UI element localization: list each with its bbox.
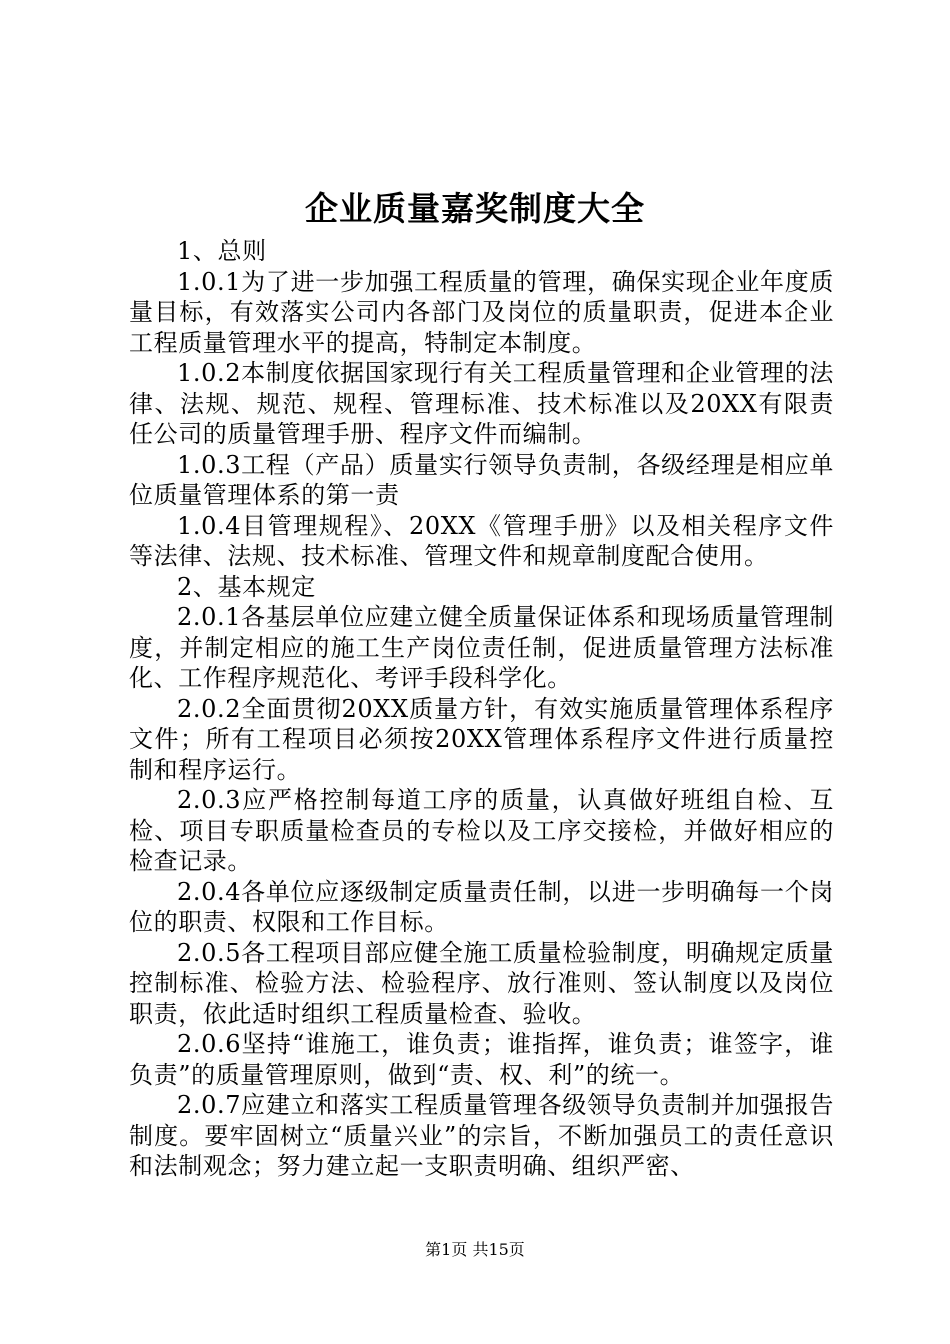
paragraph-2-0-5: 2.0.5各工程项目部应健全施工质量检验制度，明确规定质量控制标准、检验方法、检验程序、放行准则、签认制度以及岗位职责，依此适时组织工程质量检查、验收。 — [129, 938, 834, 1028]
paragraph-1-0-4: 1.0.4目管理规程》、20XX《管理手册》以及相关程序文件等法律、法规、技术标准、管理文件和规章制度配合使用。 — [129, 511, 834, 570]
document-body — [129, 236, 834, 1182]
paragraph-2-0-6: 2.0.6坚持“谁施工，谁负责；谁指挥，谁负责；谁签字，谁负责”的质量管理原则，做到“责、权、利”的统一。 — [129, 1030, 834, 1089]
paragraph-2-0-2: 2.0.2全面贯彻20XX质量方针，有效实施质量管理体系程序文件；所有工程项目必须按20XX管理体系程序文件进行质量控制和程序运行。 — [129, 694, 834, 784]
paragraph-2-0-1: 2.0.1各基层单位应建立健全质量保证体系和现场质量管理制度，并制定相应的施工生产岗位责任制，促进质量管理方法标准化、工作程序规范化、考评手段科学化。 — [129, 603, 834, 692]
page-number-footer: 第1页 共15页 — [425, 1240, 525, 1259]
paragraph-1-0-1: 1.0.1为了进一步加强工程质量的管理，确保实现企业年度质量目标，有效落实公司内各部门及岗位的质量职责，促进本企业工程质量管理水平的提高，特制定本制度。 — [129, 267, 834, 357]
section-heading-basic-rules: 2、基本规定 — [177, 572, 316, 601]
paragraph-1-0-2: 1.0.2本制度依据国家现行有关工程质量管理和企业管理的法律、法规、规范、规程、管理标准、技术标准以及20XX有限责任公司的质量管理手册、程序文件而编制。 — [129, 359, 834, 448]
paragraph-1-0-3: 1.0.3工程（产品）质量实行领导负责制，各级经理是相应单位质量管理体系的第一责 — [129, 450, 834, 509]
section-heading-general: 1、总则 — [177, 237, 267, 265]
paragraph-2-0-3: 2.0.3应严格控制每道工序的质量，认真做好班组自检、互检、项目专职质量检查员的专检以及工序交接检，并做好相应的检查记录。 — [129, 786, 834, 875]
paragraph-2-0-7: 2.0.7应建立和落实工程质量管理各级领导负责制并加强报告制度。要牢固树立“质量兴业”的宗旨，不断加强员工的责任意识和法制观念；努力建立起一支职责明确、组织严密、 — [129, 1091, 834, 1180]
document-title: 企业质量嘉奖制度大全 — [305, 189, 645, 228]
paragraph-2-0-4: 2.0.4各单位应逐级制定质量责任制，以进一步明确每一个岗位的职责、权限和工作目标。 — [129, 877, 834, 936]
